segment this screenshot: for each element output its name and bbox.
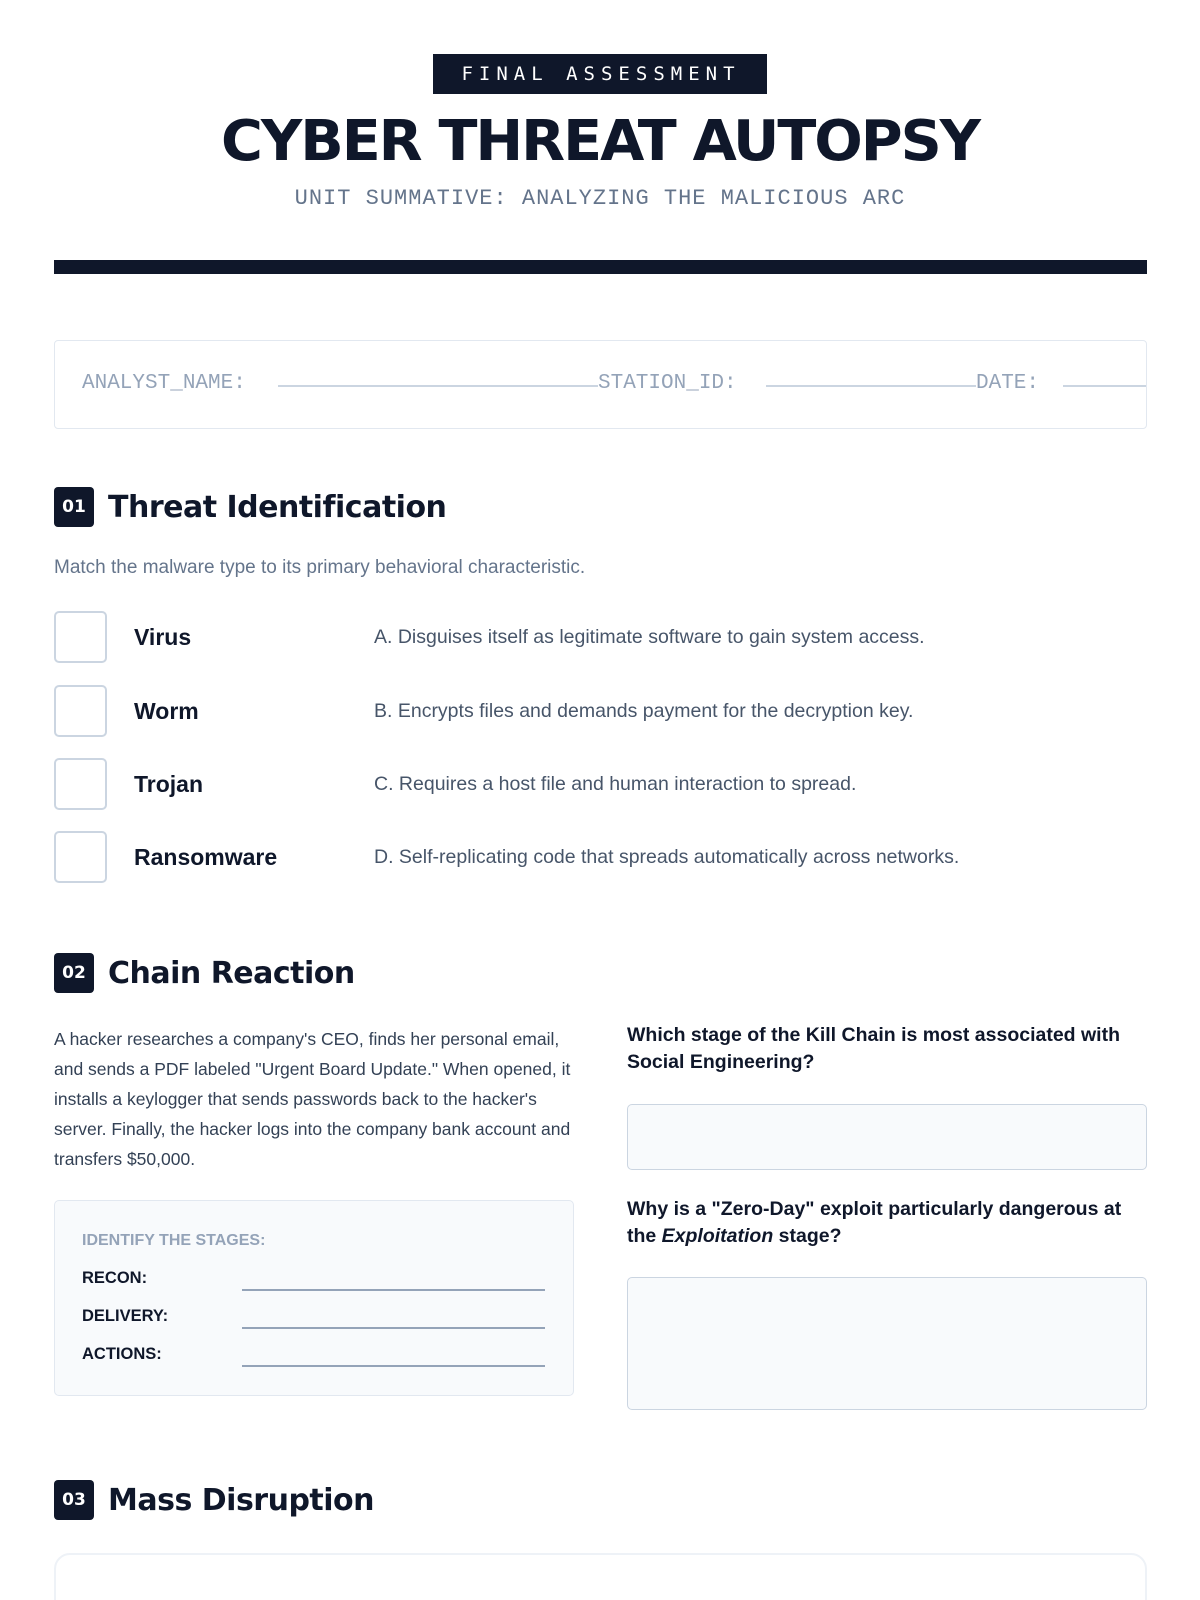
mass-disruption-box (54, 1553, 1147, 1600)
match-row (54, 611, 1147, 663)
answer-box-social-engineering[interactable] (627, 1104, 1147, 1170)
match-row (54, 831, 1147, 883)
analyst-name-label: ANALYST_NAME: (82, 372, 246, 395)
date-field[interactable] (1063, 385, 1147, 387)
stage-answer-line-delivery[interactable] (242, 1327, 545, 1329)
section-header-mass-disruption (54, 1480, 374, 1520)
malware-term: Ransomware (134, 844, 278, 870)
stage-answer-line-recon[interactable] (242, 1289, 545, 1291)
malware-term: Worm (134, 698, 199, 724)
assessment-badge: FINAL ASSESSMENT (433, 54, 766, 94)
malware-definition: C. Requires a host file and human interaction to spread. (374, 773, 857, 795)
answer-box-zero-day[interactable] (627, 1277, 1147, 1410)
answer-checkbox[interactable] (54, 685, 107, 737)
stage-label-actions: ACTIONS: (82, 1345, 162, 1363)
question-social-engineering: Which stage of the Kill Chain is most associated with Social Engineering? (627, 1024, 1120, 1073)
answer-checkbox[interactable] (54, 758, 107, 810)
section-number: 02 (54, 953, 94, 993)
stage-label-delivery: DELIVERY: (82, 1307, 169, 1325)
stage-answer-line-actions[interactable] (242, 1365, 545, 1367)
section-title: Chain Reaction (108, 955, 355, 991)
match-row (54, 685, 1147, 737)
answer-checkbox[interactable] (54, 611, 107, 663)
station-id-label: STATION_ID: (598, 372, 737, 395)
question-zero-day: Why is a "Zero-Day" exploit particularly dangerous at the Exploitation stage? (627, 1198, 1122, 1247)
scenario-text: A hacker researches a company's CEO, finds her personal email, and sends a PDF labeled "Urgent Board Update." When opened, it installs a keylogger that sends passwords back to the hacker's server. Finally, the hacker logs into the company bank account and transfers $50,000. (54, 1029, 571, 1169)
section-number: 03 (54, 1480, 94, 1520)
analyst-name-field[interactable] (278, 385, 598, 387)
identify-stages-box (54, 1200, 574, 1396)
malware-definition: D. Self-replicating code that spreads automatically across networks. (374, 846, 960, 868)
worksheet-header (0, 0, 1200, 211)
match-row (54, 758, 1147, 810)
section-title: Threat Identification (108, 489, 447, 525)
stages-heading: IDENTIFY THE STAGES: (82, 1232, 266, 1249)
analyst-info-box (54, 340, 1147, 429)
malware-term: Trojan (134, 771, 204, 797)
malware-term: Virus (134, 624, 192, 650)
stage-label-recon: RECON: (82, 1269, 148, 1287)
section-header-threat-identification (54, 487, 446, 527)
section-number: 01 (54, 487, 94, 527)
section-instruction: Match the malware type to its primary behavioral characteristic. (54, 557, 586, 578)
page-title: CYBER THREAT AUTOPSY (220, 109, 980, 174)
answer-checkbox[interactable] (54, 831, 107, 883)
station-id-field[interactable] (766, 385, 976, 387)
malware-definition: B. Encrypts files and demands payment for the decryption key. (374, 700, 914, 722)
section-title: Mass Disruption (108, 1482, 375, 1518)
page-subtitle: UNIT SUMMATIVE: ANALYZING THE MALICIOUS ARC (294, 186, 906, 211)
malware-definition: A. Disguises itself as legitimate software to gain system access. (374, 626, 925, 648)
section-header-chain-reaction (54, 953, 355, 993)
header-divider (54, 260, 1147, 274)
date-label: DATE: (976, 372, 1040, 395)
